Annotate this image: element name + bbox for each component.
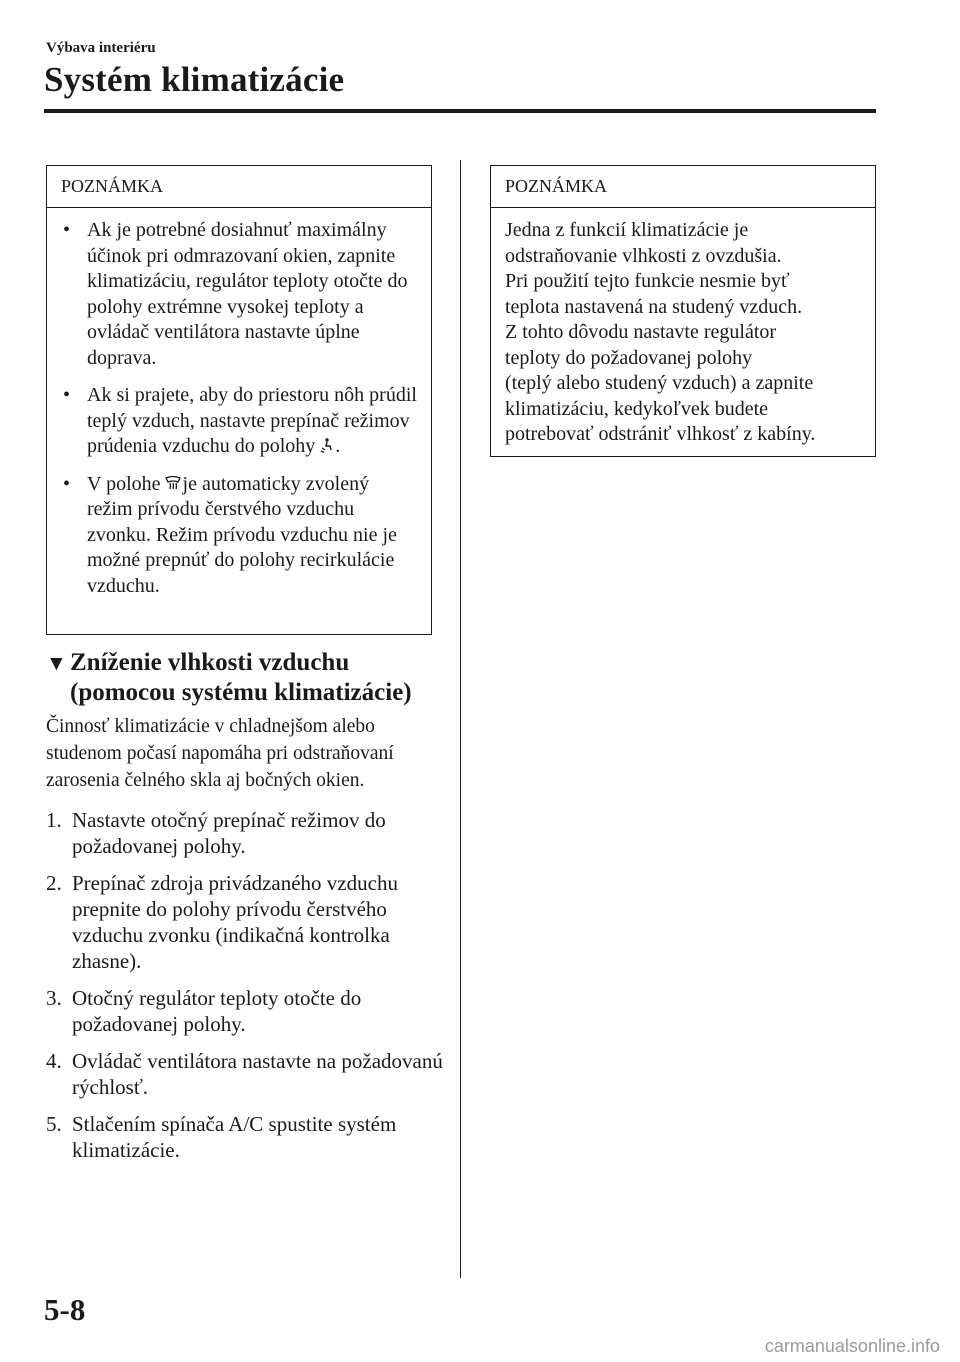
step-number: 3.	[46, 986, 62, 1010]
note-heading: POZNÁMKA	[47, 166, 431, 208]
step-number: 1.	[46, 808, 62, 832]
note-body	[47, 208, 431, 599]
note-box-left	[46, 165, 432, 635]
step-text: Prepínač zdroja privádzaného vzduchu prepnite do polohy prívodu čerstvého vzduchu zvonku (indikačná kontrolka zhasne).	[72, 871, 398, 973]
defrost-mode-icon	[165, 475, 181, 491]
step-number: 5.	[46, 1112, 62, 1136]
note-text: Jedna z funkcií klimatizácie je odstraňovanie vlhkosti z ovzdušia. Pri použití tejto funkcie nesmie byť teplota nastavená na studený vzduch. Z tohto dôvodu nastavte regulátor teploty do požadovanej polohy (teplý alebo studený vzduch) a zapnite klimatizáciu, kedykoľvek budete potrebovať odstrániť vlhkosť z kabíny.	[505, 219, 816, 445]
step-item	[46, 985, 446, 1037]
bullet-dot: •	[63, 219, 71, 241]
step-number: 2.	[46, 871, 62, 895]
column-divider	[460, 160, 461, 1278]
step-item	[46, 1111, 446, 1163]
bullet-dot: •	[63, 384, 71, 406]
bullet-text-start: V polohe	[87, 472, 161, 495]
step-item	[46, 807, 446, 859]
step-number: 4.	[46, 1049, 62, 1073]
step-text: Ovládač ventilátora nastavte na požadovanú rýchlosť.	[72, 1049, 443, 1099]
watermark: carmanualsonline.info	[764, 1336, 940, 1356]
step-text: Otočný regulátor teploty otočte do požadovanej polohy.	[72, 986, 362, 1036]
step-item	[46, 870, 446, 974]
bullet-text-end: .	[335, 435, 341, 457]
bullet-text: je automaticky zvolený režim prívodu čerstvého vzduchu zvonku. Režim prívodu vzduchu nie je možné prepnúť do polohy recirkulácie vzduchu.	[87, 472, 397, 597]
bullet-dot: •	[63, 472, 71, 495]
steps-list	[46, 807, 446, 1174]
note-bullet	[61, 218, 419, 371]
note-heading: POZNÁMKA	[491, 166, 875, 208]
page-title: Systém klimatizácie	[44, 60, 345, 99]
page-number: 5-8	[44, 1292, 86, 1327]
floor-vent-mode-icon	[319, 437, 335, 453]
note-box-right	[490, 165, 876, 457]
bullet-text: Ak je potrebné dosiahnuť maximálny účinok pri odmrazovaní okien, zapnite klimatizáciu, regulátor teploty otočte do polohy extrémne vysokej teploty a ovládač ventilátora nastavte úplne doprava.	[87, 219, 408, 369]
note-bullet	[61, 472, 419, 600]
title-rule	[44, 109, 876, 113]
step-text: Stlačením spínača A/C spustite systém klimatizácie.	[72, 1112, 397, 1162]
section-intro: Činnosť klimatizácie v chladnejšom alebo studenom počasí napomáha pri odstraňovaní zarosenia čelného skla aj bočných okien.	[46, 716, 394, 791]
step-text: Nastavte otočný prepínač režimov do požadovanej polohy.	[72, 808, 386, 858]
section-label: Výbava interiéru	[46, 40, 156, 56]
step-item	[46, 1048, 446, 1100]
section-heading	[46, 648, 456, 708]
section-heading-text: Zníženie vlhkosti vzduchu (pomocou systému klimatizácie)	[70, 649, 412, 706]
note-bullet	[61, 383, 419, 460]
bullet-text: Ak si prajete, aby do priestoru nôh prúdil teplý vzduch, nastavte prepínač režimov prúdenia vzduchu do polohy	[87, 384, 417, 457]
section-marker-icon: ▼	[46, 651, 67, 675]
